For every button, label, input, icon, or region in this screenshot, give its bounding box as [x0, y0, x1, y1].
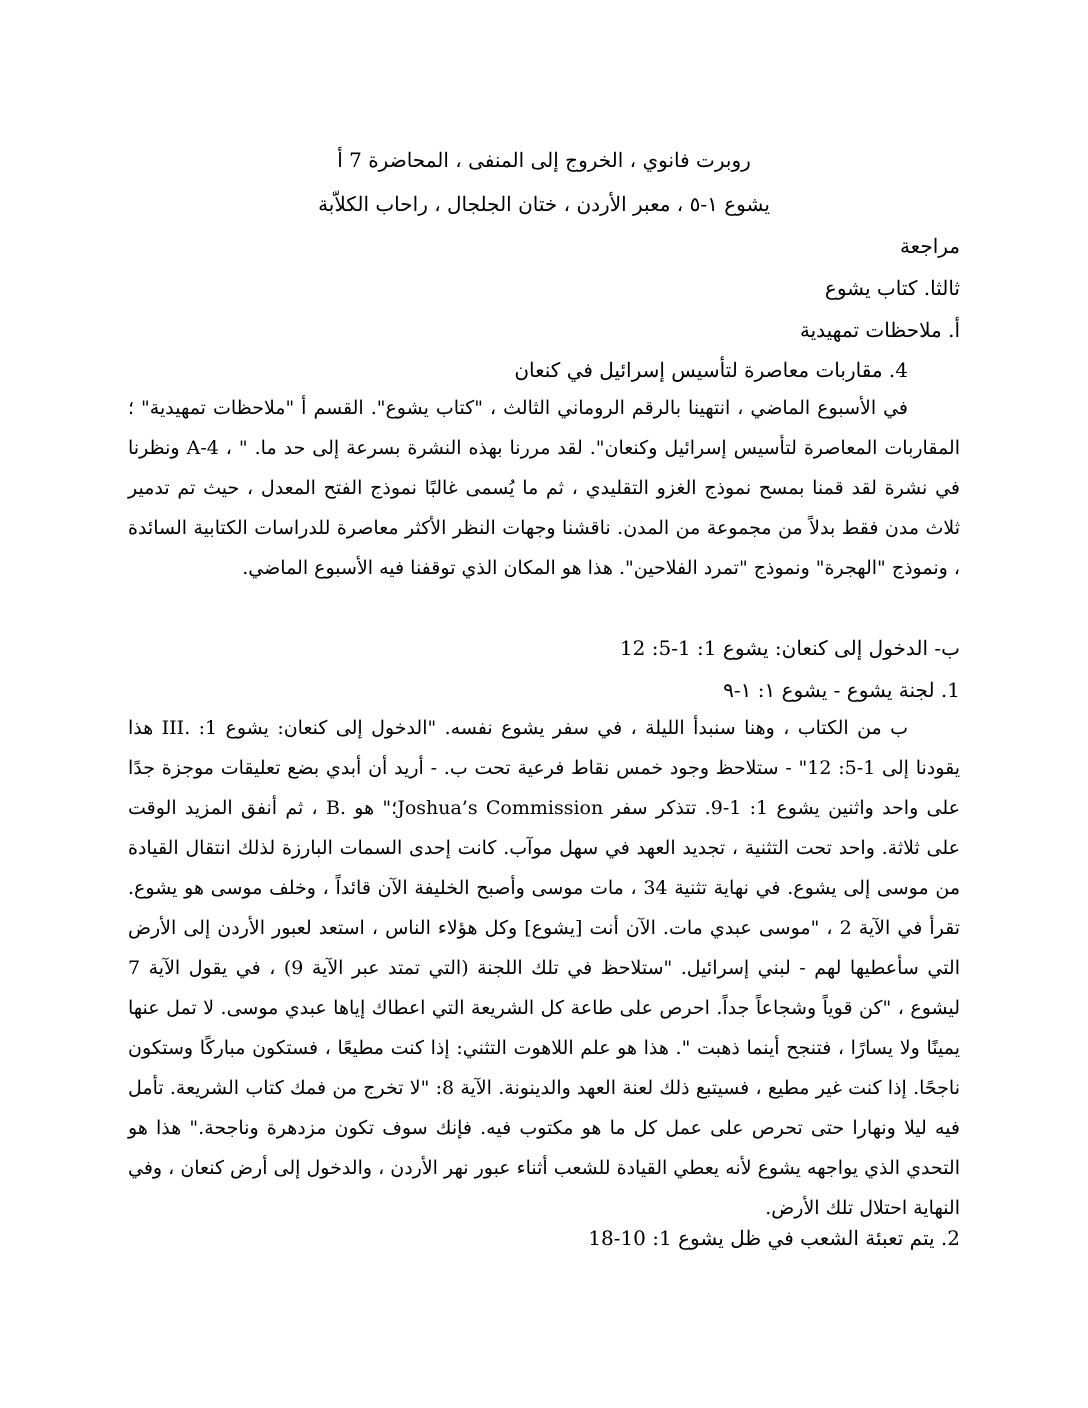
- paragraph-commission: ب من الكتاب ، وهنا سنبدأ الليلة ، في سفر يشوع نفسه. "الدخول إلى كنعان: يشوع 1: .III هذا يقودنا إلى 1-5: 12" - ستلاحظ وجود خمس نقاط فرعية تحت ب. - أريد أن أبدي بضع تعليقات موجزة جدًا على واحد واثنين يشوع 1: 1-9. تتذكر سفر Joshua’s Commission؛" هو .B ، ثم أنفق المزيد الوقت على ثلاثة. واحد تحت التثنية ، تجديد العهد في سهل موآب. كانت إحدى السمات البارزة لذلك انتقال القيادة من موسى إلى يشوع. في نهاية تثنية 34 ، مات موسى وأصبح الخليفة الآن قائداً ، وخلف موسى هو يشوع. تقرأ في الآية 2 ، "موسى عبدي مات. الآن أنت [يشوع] وكل هؤلاء الناس ، استعد لعبور الأردن إلى الأرض التي سأعطيها لهم - لبني إسرائيل. "ستلاحظ في تلك اللجنة (التي تمتد عبر الآية 9) ، في يقول الآية 7 ليشوع ، "كن قوياً وشجاعاً جداً. احرص على طاعة كل الشريعة التي اعطاك إياها عبدي موسى. لا تمل عنها يمينًا ولا يسارًا ، فتنجح أينما ذهبت ". هذا هو علم اللاهوت التثني: إذا كنت مطيعًا ، فستكون مباركًا وستكون ناجحًا. إذا كنت غير مطيع ، فسيتبع ذلك لعنة العهد والدينونة. الآية 8: "لا تخرج من فمك كتاب الشريعة. تأمل فيه ليلا ونهارا حتى تحرص على عمل كل ما هو مكتوب فيه. فإنك سوف تكون مزدهرة وناجحة." هذا هو التحدي الذي يواجهه يشوع لأنه يعطي القيادة للشعب أثناء عبور نهر الأردن ، والدخول إلى أرض كنعان ، وفي النهاية احتلال تلك الأرض.: [128, 717, 961, 1219]
- heading-review: مراجعة: [899, 234, 960, 258]
- page-title: روبرت فانوي ، الخروج إلى المنفى ، المحاضرة 7 أ: [337, 148, 751, 172]
- heading-item-1: 1. لجنة يشوع - يشوع ١: ١-٩: [723, 678, 960, 702]
- heading-item-2: 2. يتم تعبئة الشعب في ظل يشوع 1: 10-18: [588, 1226, 960, 1250]
- heading-part-a: أ. ملاحظات تمهيدية: [799, 318, 960, 342]
- paragraph-review: في الأسبوع الماضي ، انتهينا بالرقم الروماني الثالث ، "كتاب يشوع". القسم أ "ملاحظات تمهيدية" ؛ المقاربات المعاصرة لتأسيس إسرائيل وكنعان". لقد مررنا بهذه النشرة بسرعة إلى حد ما. " ، A-4 ونظرنا في نشرة لقد قمنا بمسح نموذج الغزو التقليدي ، ثم ما يُسمى غالبًا نموذج الفتح المعدل ، حيث تم تدمير ثلاث مدن فقط بدلاً من مجموعة من المدن. ناقشنا وجهات النظر الأكثر معاصرة للدراسات الكتابية السائدة ، ونموذج "الهجرة" ونموذج "تمرد الفلاحين". هذا هو المكان الذي توقفنا فيه الأسبوع الماضي.: [128, 397, 960, 579]
- heading-item-4: 4. مقاربات معاصرة لتأسيس إسرائيل في كنعان: [514, 358, 908, 382]
- heading-part-b: ب- الدخول إلى كنعان: يشوع 1: 1-5: 12: [619, 636, 960, 660]
- page-subtitle: يشوع ١-٥ ، معبر الأردن ، ختان الجلجال ، راحاب الكلاّبة: [318, 192, 770, 216]
- heading-part-3: ثالثا. كتاب يشوع: [824, 276, 960, 300]
